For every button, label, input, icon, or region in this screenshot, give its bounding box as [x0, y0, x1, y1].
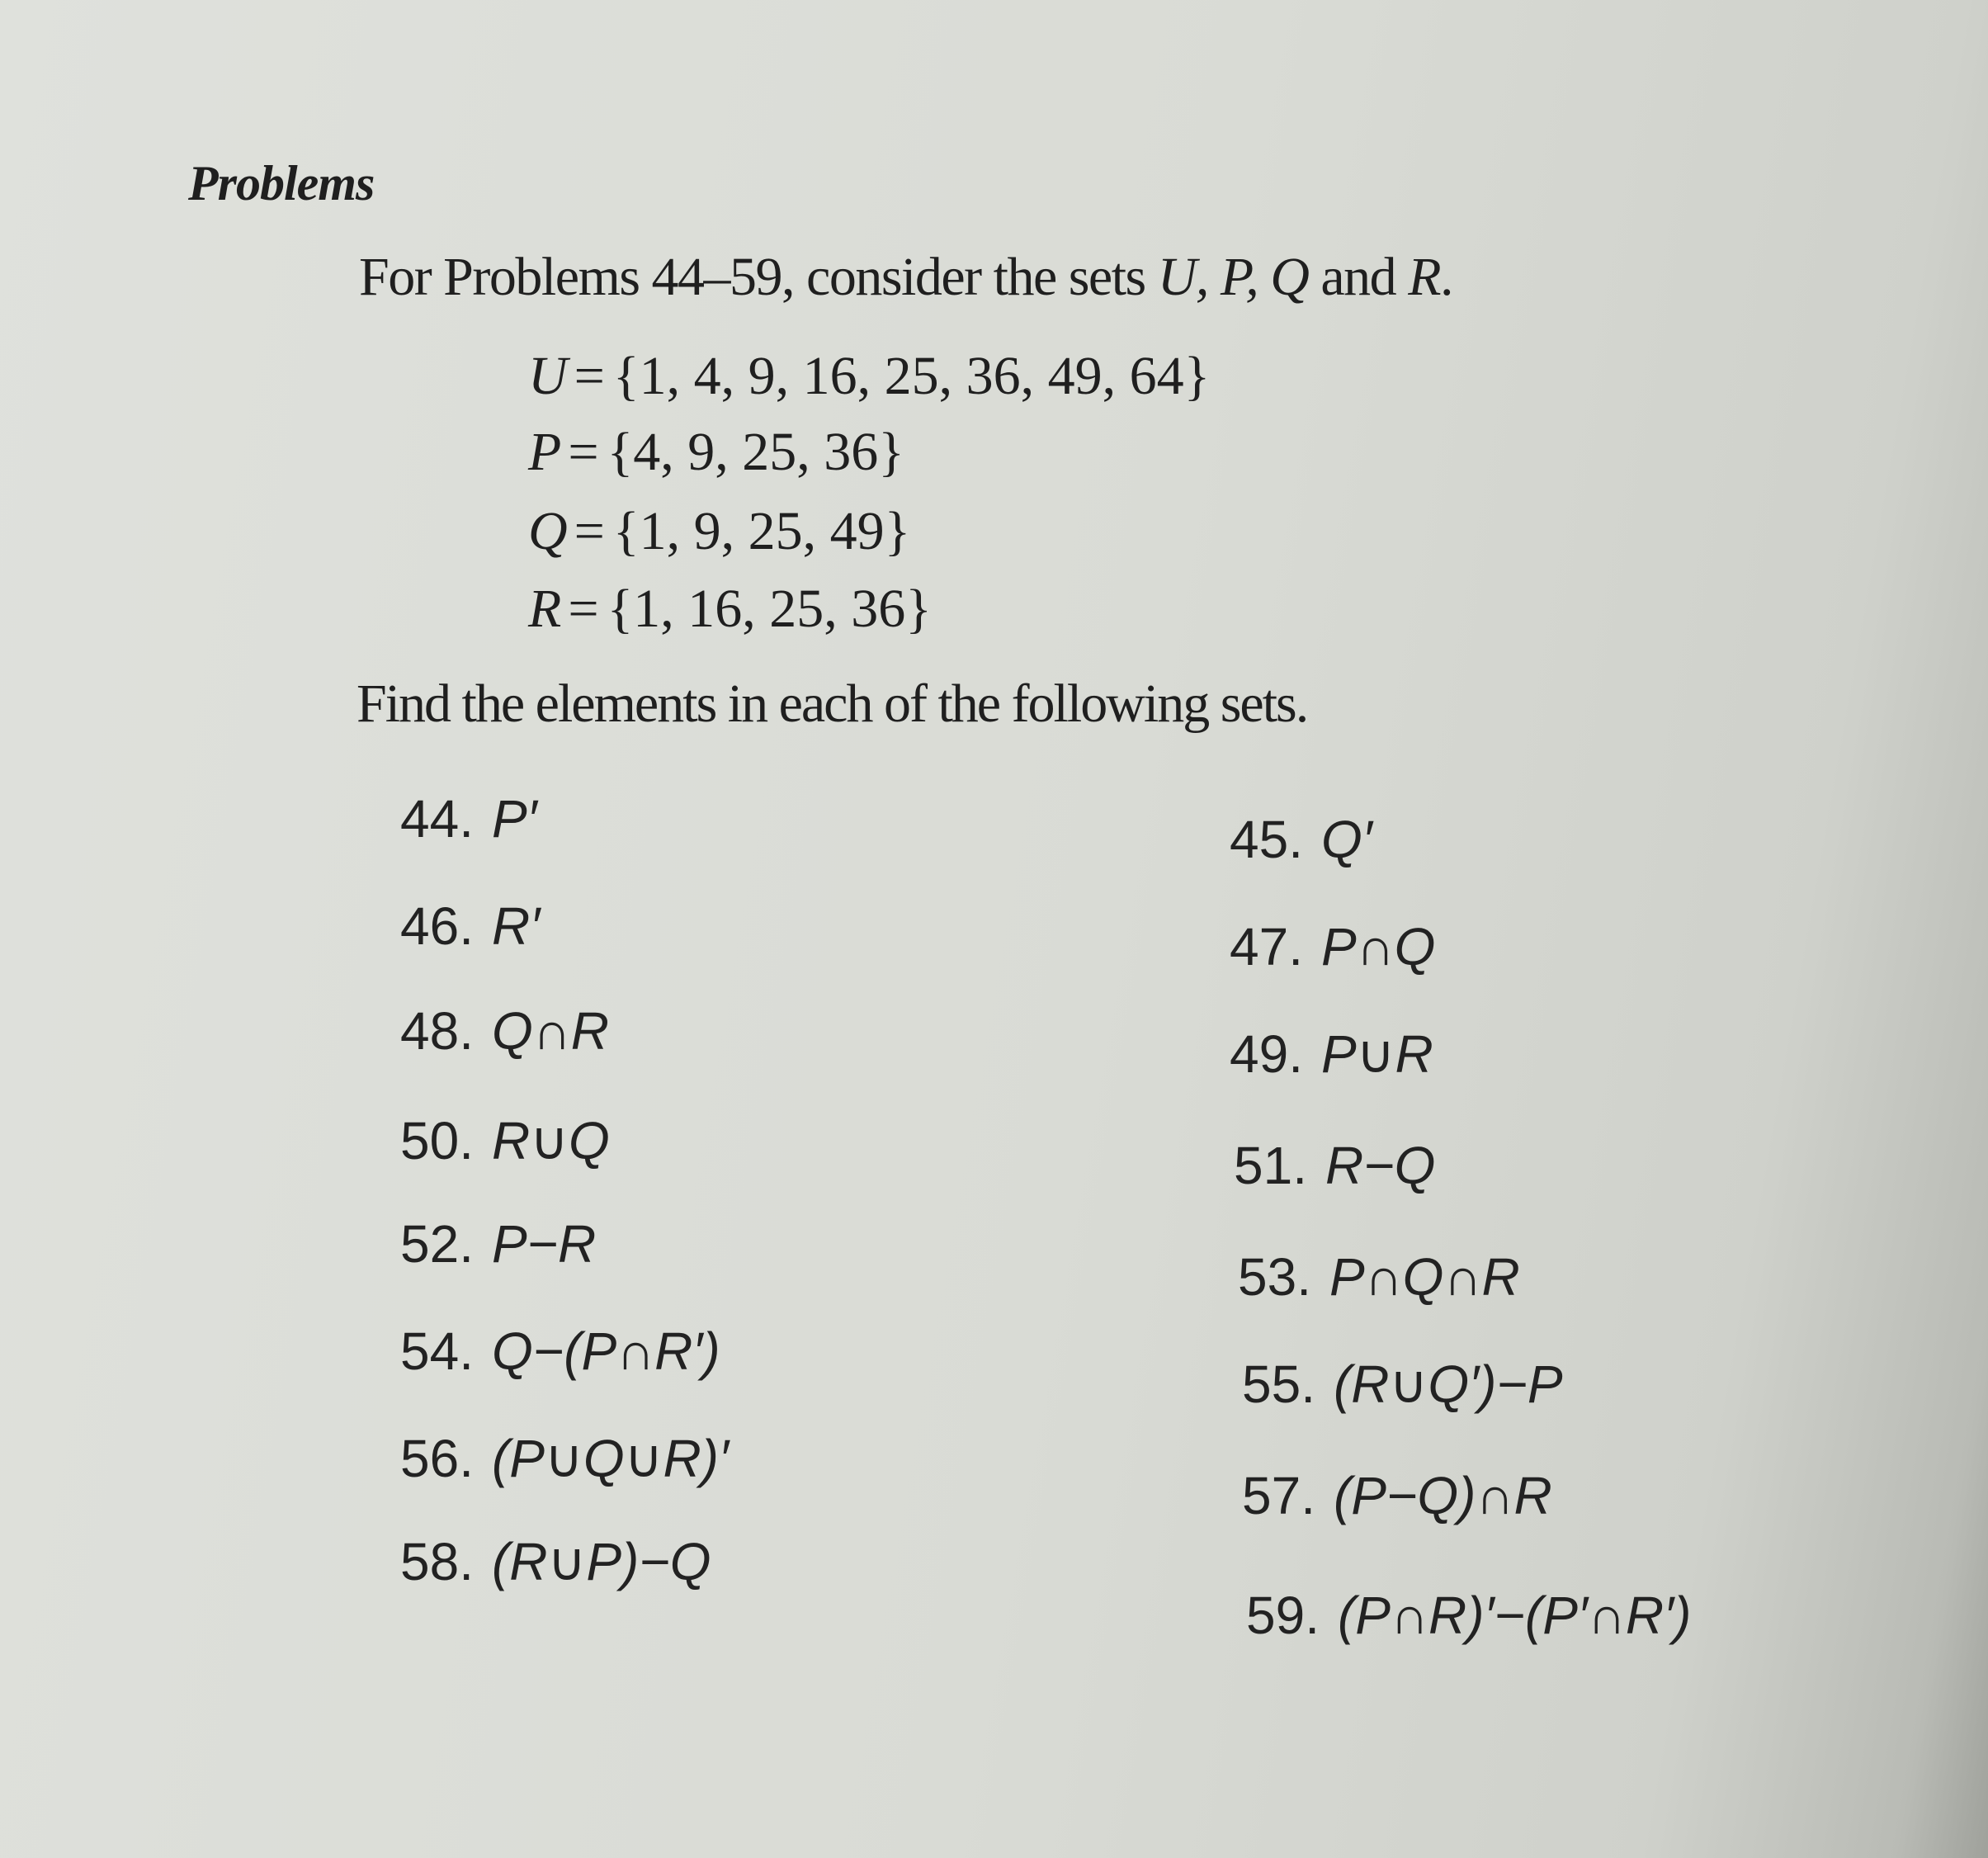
equals-sign: =	[568, 422, 599, 482]
problem-number: 52.	[400, 1214, 474, 1274]
problem-number: 45.	[1230, 810, 1303, 869]
problem-number: 51.	[1234, 1136, 1307, 1195]
intro-last-set: R	[1408, 247, 1441, 307]
set-elements: {1, 9, 25, 49}	[612, 501, 911, 561]
problem-48	[400, 1000, 609, 1061]
problem-expression: P′	[491, 789, 537, 849]
problem-50	[400, 1110, 610, 1172]
set-symbol: P	[528, 422, 562, 482]
section-heading: Problems	[188, 156, 375, 210]
problem-expression: (P∪Q∪R)′	[491, 1429, 729, 1488]
problem-49	[1230, 1024, 1433, 1085]
problem-expression: Q∩R	[491, 1001, 609, 1061]
equals-sign: =	[574, 501, 605, 561]
problem-expression: P∩Q∩R	[1329, 1247, 1520, 1307]
problem-expression: (R∪Q′)−P	[1333, 1354, 1563, 1414]
problem-number: 59.	[1246, 1586, 1320, 1645]
intro-sentence	[359, 246, 1452, 309]
problem-number: 48.	[400, 1001, 474, 1061]
set-elements: {1, 16, 25, 36}	[607, 579, 932, 639]
intro-prefix: For Problems 44–59, consider the sets	[359, 247, 1158, 307]
problem-expression: (P−Q)∩R	[1333, 1466, 1552, 1525]
instruction-text: Find the elements in each of the following sets.	[357, 674, 1308, 734]
problem-number: 49.	[1230, 1024, 1303, 1084]
problem-45	[1230, 809, 1372, 870]
intro-conjunction: and	[1308, 247, 1409, 307]
equals-sign: =	[568, 579, 599, 639]
problem-number: 55.	[1242, 1354, 1315, 1414]
problem-56	[400, 1428, 729, 1490]
problem-number: 53.	[1238, 1247, 1311, 1307]
set-definition-u	[528, 345, 1210, 408]
problem-57	[1242, 1465, 1552, 1526]
set-elements: {4, 9, 25, 36}	[607, 422, 904, 482]
problem-58	[400, 1531, 711, 1593]
problem-number: 46.	[400, 896, 474, 956]
problem-expression: R∪Q	[491, 1111, 610, 1170]
problem-expression: Q−(P∩R′)	[491, 1321, 720, 1381]
problem-number: 58.	[400, 1532, 474, 1591]
problem-expression: Q′	[1320, 810, 1372, 869]
problem-expression: P∪R	[1320, 1024, 1433, 1084]
set-definition-r	[528, 578, 932, 641]
problem-number: 56.	[400, 1429, 474, 1488]
problem-number: 47.	[1230, 917, 1303, 976]
problem-expression: R−Q	[1325, 1136, 1436, 1195]
set-symbol: U	[528, 346, 568, 406]
intro-set-list: U, P, Q	[1157, 247, 1309, 307]
problem-54	[400, 1321, 720, 1382]
problem-expression: P−R	[491, 1214, 597, 1274]
problem-46	[400, 896, 540, 957]
problem-55	[1242, 1354, 1563, 1416]
problem-expression: (P∩R)′−(P′∩R′)	[1337, 1586, 1692, 1645]
problem-52	[400, 1213, 596, 1274]
problem-number: 57.	[1242, 1466, 1315, 1525]
problem-51	[1234, 1135, 1435, 1196]
problem-number: 44.	[400, 789, 474, 849]
problem-53	[1238, 1246, 1520, 1307]
problem-expression: (R∪P)−Q	[491, 1532, 711, 1591]
intro-suffix: .	[1440, 247, 1453, 307]
problem-expression: R′	[491, 896, 541, 956]
set-symbol: R	[528, 579, 562, 639]
set-symbol: Q	[528, 501, 568, 561]
problem-44	[400, 788, 537, 849]
set-definition-q	[528, 500, 910, 563]
problem-number: 54.	[400, 1321, 474, 1381]
problem-47	[1230, 916, 1435, 977]
set-definition-p	[528, 421, 904, 484]
equals-sign: =	[574, 346, 605, 406]
problem-number: 50.	[400, 1111, 474, 1170]
set-elements: {1, 4, 9, 16, 25, 36, 49, 64}	[612, 346, 1211, 406]
problem-expression: P∩Q	[1320, 917, 1436, 976]
problem-59	[1246, 1585, 1691, 1646]
